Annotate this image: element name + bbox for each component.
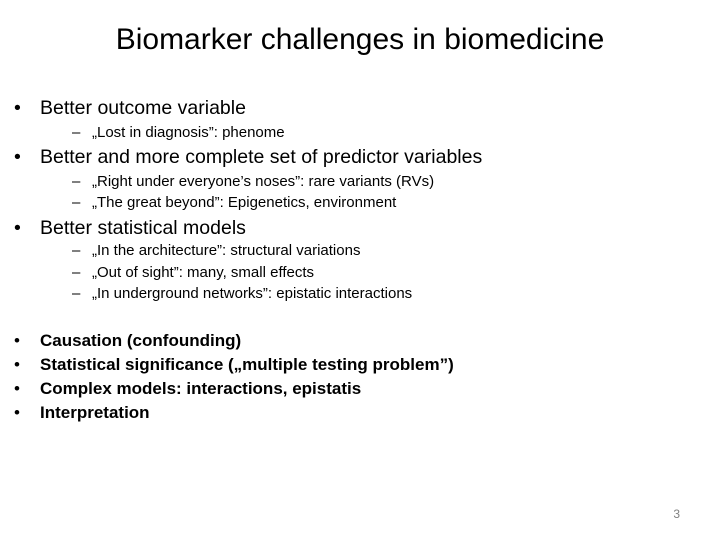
challenge-item (14, 402, 150, 424)
bullet-item (14, 145, 482, 169)
dash-marker: – (72, 124, 81, 141)
bullet-marker: • (14, 403, 20, 422)
slide-title: Biomarker challenges in biomedicine (115, 23, 605, 56)
sub-bullet-item (72, 123, 285, 143)
dash-marker: – (72, 285, 81, 302)
sub-bullet-text: „Lost in diagnosis”: phenome (92, 124, 285, 141)
sub-bullet-item (72, 241, 360, 261)
challenge-item (14, 330, 241, 352)
sub-bullet-text: „The great beyond”: Epigenetics, environment (92, 194, 397, 211)
bullet-marker: • (14, 146, 21, 168)
bullet-text: Better outcome variable (40, 97, 246, 119)
challenge-text: Statistical significance („multiple testing problem”) (40, 355, 454, 374)
challenge-item (14, 378, 361, 400)
sub-bullet-item (72, 284, 412, 304)
bullet-item (14, 96, 246, 120)
dash-marker: – (72, 173, 81, 190)
bullet-marker: • (14, 97, 21, 119)
sub-bullet-item (72, 193, 396, 213)
dash-marker: – (72, 194, 81, 211)
dash-marker: – (72, 264, 81, 281)
sub-bullet-text: „In underground networks”: epistatic interactions (92, 285, 413, 302)
sub-bullet-text: „Out of sight”: many, small effects (92, 264, 315, 281)
bullet-item (14, 216, 246, 240)
challenge-text: Complex models: interactions, epistatis (40, 379, 362, 398)
bullet-marker: • (14, 217, 21, 239)
bullet-text: Better statistical models (40, 217, 246, 239)
page-number: 3 (673, 507, 680, 521)
bullet-text: Better and more complete set of predictor variables (40, 146, 483, 168)
bullet-marker: • (14, 355, 20, 374)
sub-bullet-text: „In the architecture”: structural variations (92, 242, 361, 259)
bullet-marker: • (14, 379, 20, 398)
challenge-item (14, 354, 454, 376)
bullet-marker: • (14, 331, 20, 350)
dash-marker: – (72, 242, 81, 259)
challenge-text: Causation (confounding) (40, 331, 242, 350)
sub-bullet-text: „Right under everyone’s noses”: rare variants (RVs) (92, 173, 435, 190)
challenge-text: Interpretation (40, 403, 150, 422)
sub-bullet-item (72, 172, 434, 192)
sub-bullet-item (72, 263, 314, 283)
